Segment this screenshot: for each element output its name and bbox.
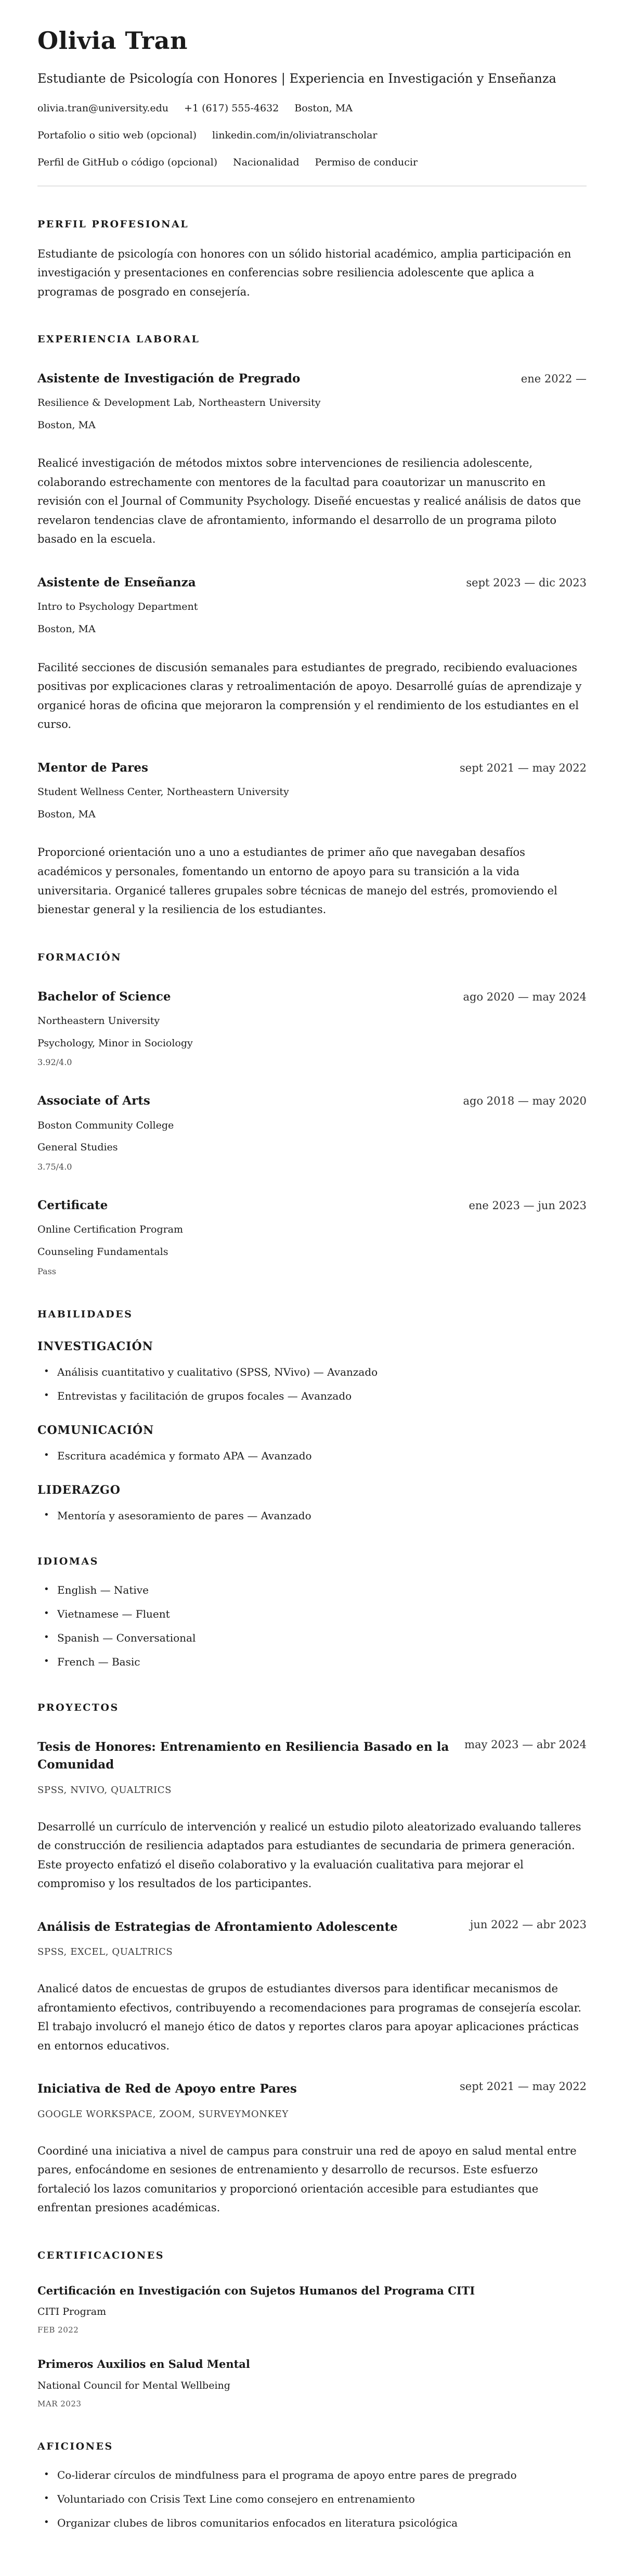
- candidate-headline: Estudiante de Psicología con Honores | Experiencia en Investigación y Enseñanza: [37, 71, 556, 86]
- job-entry: [37, 759, 587, 919]
- certification-entry: [37, 2356, 587, 2408]
- contact-email: olivia.tran@university.edu: [37, 102, 169, 114]
- skills-group-title: LIDERAZGO: [37, 1483, 121, 1497]
- job-title-row: [37, 759, 587, 777]
- contact-linkedin: linkedin.com/in/oliviatranscholar: [212, 130, 378, 142]
- section-title-skills: HABILIDADES: [37, 1308, 133, 1320]
- skills-list: [37, 1365, 587, 1404]
- job-company: Resilience & Development Lab, Northeastern University: [37, 397, 321, 409]
- candidate-name: Olivia Tran: [37, 27, 188, 55]
- section-skills: [37, 1309, 587, 1523]
- section-hobbies: [37, 2441, 587, 2531]
- certification-title: Primeros Auxilios en Salud Mental: [37, 2357, 250, 2371]
- education-degree: Bachelor of Science: [37, 989, 171, 1004]
- skills-list: [37, 1508, 587, 1523]
- hobbies-list: [37, 2468, 587, 2531]
- certification-date: FEB 2022: [37, 2325, 79, 2335]
- section-title-education: FORMACIÓN: [37, 951, 122, 963]
- skill-item: • Entrevistas y facilitación de grupos focales — Avanzado: [37, 1389, 587, 1404]
- project-title-row: [37, 1918, 587, 1937]
- job-description: Proporcioné orientación uno a uno a estudiantes de primer año que navegaban desafíos académicos y personales, fomentando un entorno de apoyo para su transición a la vida universitaria. Organicé talleres grupales sobre técnicas de manejo del estrés, promoviendo el bienestar general y la resiliencia de los estudiantes.: [37, 846, 557, 916]
- hobby-item: • Voluntariado con Crisis Text Line como consejero en entrenamiento: [37, 2492, 587, 2507]
- education-entry: [37, 988, 587, 1068]
- contact-row-2: [37, 130, 587, 141]
- project-title: Iniciativa de Red de Apoyo entre Pares: [37, 2082, 297, 2096]
- education-degree: Associate of Arts: [37, 1094, 150, 1108]
- education-field: Counseling Fundamentals: [37, 1246, 168, 1258]
- job-company: Intro to Psychology Department: [37, 601, 198, 613]
- section-title-experience: EXPERIENCIA LABORAL: [37, 333, 200, 345]
- education-school: Boston Community College: [37, 1119, 174, 1131]
- project-title-row: [37, 1738, 587, 1774]
- skills-group: [37, 1424, 587, 1464]
- skills-group-title: COMUNICACIÓN: [37, 1423, 154, 1437]
- project-tech: SPSS, EXCEL, QUALTRICS: [37, 1946, 173, 1958]
- education-gpa: 3.92/4.0: [37, 1057, 72, 1068]
- education-grade: Pass: [37, 1266, 57, 1276]
- skill-item: • Escritura académica y formato APA — Avanzado: [37, 1449, 587, 1464]
- resume-header: [37, 27, 587, 186]
- section-title-profile: PERFIL PROFESIONAL: [37, 219, 189, 230]
- education-title-row: [37, 1092, 587, 1110]
- education-gpa: 3.75/4.0: [37, 1161, 72, 1172]
- contact-phone: +1 (617) 555-4632: [184, 102, 279, 114]
- job-location: Boston, MA: [37, 419, 96, 431]
- job-entry: [37, 574, 587, 734]
- skill-item: • Análisis cuantitativo y cualitativo (SPSS, NVivo) — Avanzado: [37, 1365, 587, 1380]
- job-title: Asistente de Enseñanza: [37, 575, 196, 589]
- education-title-row: [37, 988, 587, 1006]
- education-school: Online Certification Program: [37, 1224, 184, 1236]
- job-location: Boston, MA: [37, 623, 96, 635]
- language-item: • Spanish — Conversational: [37, 1631, 587, 1646]
- skills-group-title: INVESTIGACIÓN: [37, 1339, 153, 1353]
- language-item: • French — Basic: [37, 1655, 587, 1670]
- section-profile: [37, 219, 587, 301]
- section-title-languages: IDIOMAS: [37, 1555, 99, 1567]
- section-title-hobbies: AFICIONES: [37, 2440, 113, 2452]
- skill-item: • Mentoría y asesoramiento de pares — Avanzado: [37, 1508, 587, 1523]
- project-dates: may 2023 — abr 2024: [464, 1738, 587, 1751]
- education-title-row: [37, 1197, 587, 1215]
- certification-date: MAR 2023: [37, 2399, 82, 2408]
- job-title: Asistente de Investigación de Pregrado: [37, 371, 301, 386]
- contact-location: Boston, MA: [294, 102, 353, 114]
- project-description: Coordiné una iniciativa a nivel de campus para construir una red de apoyo en salud mental entre pares, enfocándome en sesiones de entrenamiento y desarrollo de recursos. Este esfuerzo fortaleció los lazos comunitarios y proporcionó orientación accesible para estudiantes que enfrentan presiones académicas.: [37, 2144, 577, 2214]
- job-title: Mentor de Pares: [37, 760, 148, 775]
- education-school: Northeastern University: [37, 1015, 160, 1027]
- education-dates: ago 2018 — may 2020: [463, 1095, 587, 1108]
- education-dates: ene 2023 — jun 2023: [469, 1199, 587, 1212]
- project-title: Análisis de Estrategias de Afrontamiento Adolescente: [37, 1919, 398, 1934]
- education-field: General Studies: [37, 1142, 118, 1154]
- section-experience: [37, 334, 587, 919]
- section-title-projects: PROYECTOS: [37, 1701, 119, 1713]
- certification-issuer: National Council for Mental Wellbeing: [37, 2379, 230, 2391]
- hobby-item: • Co-liderar círculos de mindfulness para el programa de apoyo entre pares de pregrado: [37, 2468, 587, 2483]
- education-entry: [37, 1197, 587, 1276]
- education-field: Psychology, Minor in Sociology: [37, 1037, 193, 1049]
- project-description: Desarrollé un currículo de intervención y realicé un estudio piloto aleatorizado evaluando talleres de construcción de resiliencia adaptados para estudiantes de secundaria de primera generación. Este proyecto enfatizó el diseño colaborativo y la evaluación cualitativa para mejorar el compromiso y los resultados de los participantes.: [37, 1820, 581, 1890]
- contact-nationality-placeholder: Nacionalidad: [233, 157, 300, 169]
- contact-row-3: [37, 157, 587, 168]
- profile-summary: Estudiante de psicología con honores con un sólido historial académico, amplia participación en investigación y presentaciones en conferencias sobre resiliencia adolescente que aplica a programas de posgrado en consejería.: [37, 248, 571, 298]
- section-title-certifications: CERTIFICACIONES: [37, 2250, 164, 2262]
- education-entry: [37, 1092, 587, 1172]
- job-title-row: [37, 370, 587, 388]
- job-location: Boston, MA: [37, 808, 96, 820]
- contact-row-1: [37, 102, 587, 114]
- contact-portfolio-placeholder: Portafolio o sitio web (opcional): [37, 130, 197, 142]
- job-title-row: [37, 574, 587, 592]
- project-dates: jun 2022 — abr 2023: [470, 1918, 587, 1931]
- language-item: • English — Native: [37, 1583, 587, 1598]
- project-entry: [37, 2080, 587, 2218]
- project-entry: [37, 1738, 587, 1893]
- job-dates: sept 2023 — dic 2023: [466, 576, 587, 589]
- section-education: [37, 952, 587, 1276]
- job-dates: sept 2021 — may 2022: [460, 761, 587, 774]
- section-projects: [37, 1702, 587, 2218]
- section-languages: [37, 1556, 587, 1670]
- certification-issuer: CITI Program: [37, 2306, 107, 2318]
- section-certifications: [37, 2250, 587, 2408]
- certification-title: Certificación en Investigación con Sujetos Humanos del Programa CITI: [37, 2284, 475, 2298]
- project-title: Tesis de Honores: Entrenamiento en Resiliencia Basado en la Comunidad: [37, 1739, 449, 1772]
- skills-group: [37, 1340, 587, 1404]
- skills-group: [37, 1483, 587, 1523]
- job-entry: [37, 370, 587, 549]
- job-dates: ene 2022 —: [521, 372, 587, 385]
- project-entry: [37, 1918, 587, 2056]
- job-description: Facilité secciones de discusión semanales para estudiantes de pregrado, recibiendo evaluaciones positivas por explicaciones claras y retroalimentación de apoyo. Desarrollé guías de aprendizaje y organicé horas de oficina que mejoraron la comprensión y el rendimiento de los estudiantes en el curso.: [37, 661, 582, 731]
- hobby-item: • Organizar clubes de libros comunitarios enfocados en literatura psicológica: [37, 2516, 587, 2531]
- contact-github-placeholder: Perfil de GitHub o código (opcional): [37, 157, 218, 169]
- project-tech: GOOGLE WORKSPACE, ZOOM, SURVEYMONKEY: [37, 2108, 289, 2120]
- languages-list: [37, 1583, 587, 1670]
- education-degree: Certificate: [37, 1198, 108, 1212]
- project-tech: SPSS, NVIVO, QUALTRICS: [37, 1784, 172, 1796]
- skills-list: [37, 1449, 587, 1464]
- job-description: Realicé investigación de métodos mixtos sobre intervenciones de resiliencia adolescente, colaborando estrechamente con mentores de la facultad para coautorizar un manuscrito en revisión con el Journal of Community Psychology. Diseñé encuestas y realicé análisis de datos que revelaron tendencias clave de afrontamiento, informando el desarrollo de un programa piloto basado en la escuela.: [37, 457, 581, 546]
- certification-entry: [37, 2283, 587, 2335]
- project-description: Analicé datos de encuestas de grupos de estudiantes diversos para identificar mecanismos de afrontamiento efectivos, contribuyendo a recomendaciones para programas de consejería escolar. El trabajo involucró el manejo ético de datos y reportes claros para apoyar aplicaciones prácticas en entornos educativos.: [37, 1982, 582, 2052]
- project-dates: sept 2021 — may 2022: [460, 2080, 587, 2093]
- education-dates: ago 2020 — may 2024: [463, 990, 587, 1003]
- language-item: • Vietnamese — Fluent: [37, 1607, 587, 1622]
- job-company: Student Wellness Center, Northeastern University: [37, 786, 289, 798]
- contact-driving-license-placeholder: Permiso de conducir: [315, 157, 418, 169]
- project-title-row: [37, 2080, 587, 2098]
